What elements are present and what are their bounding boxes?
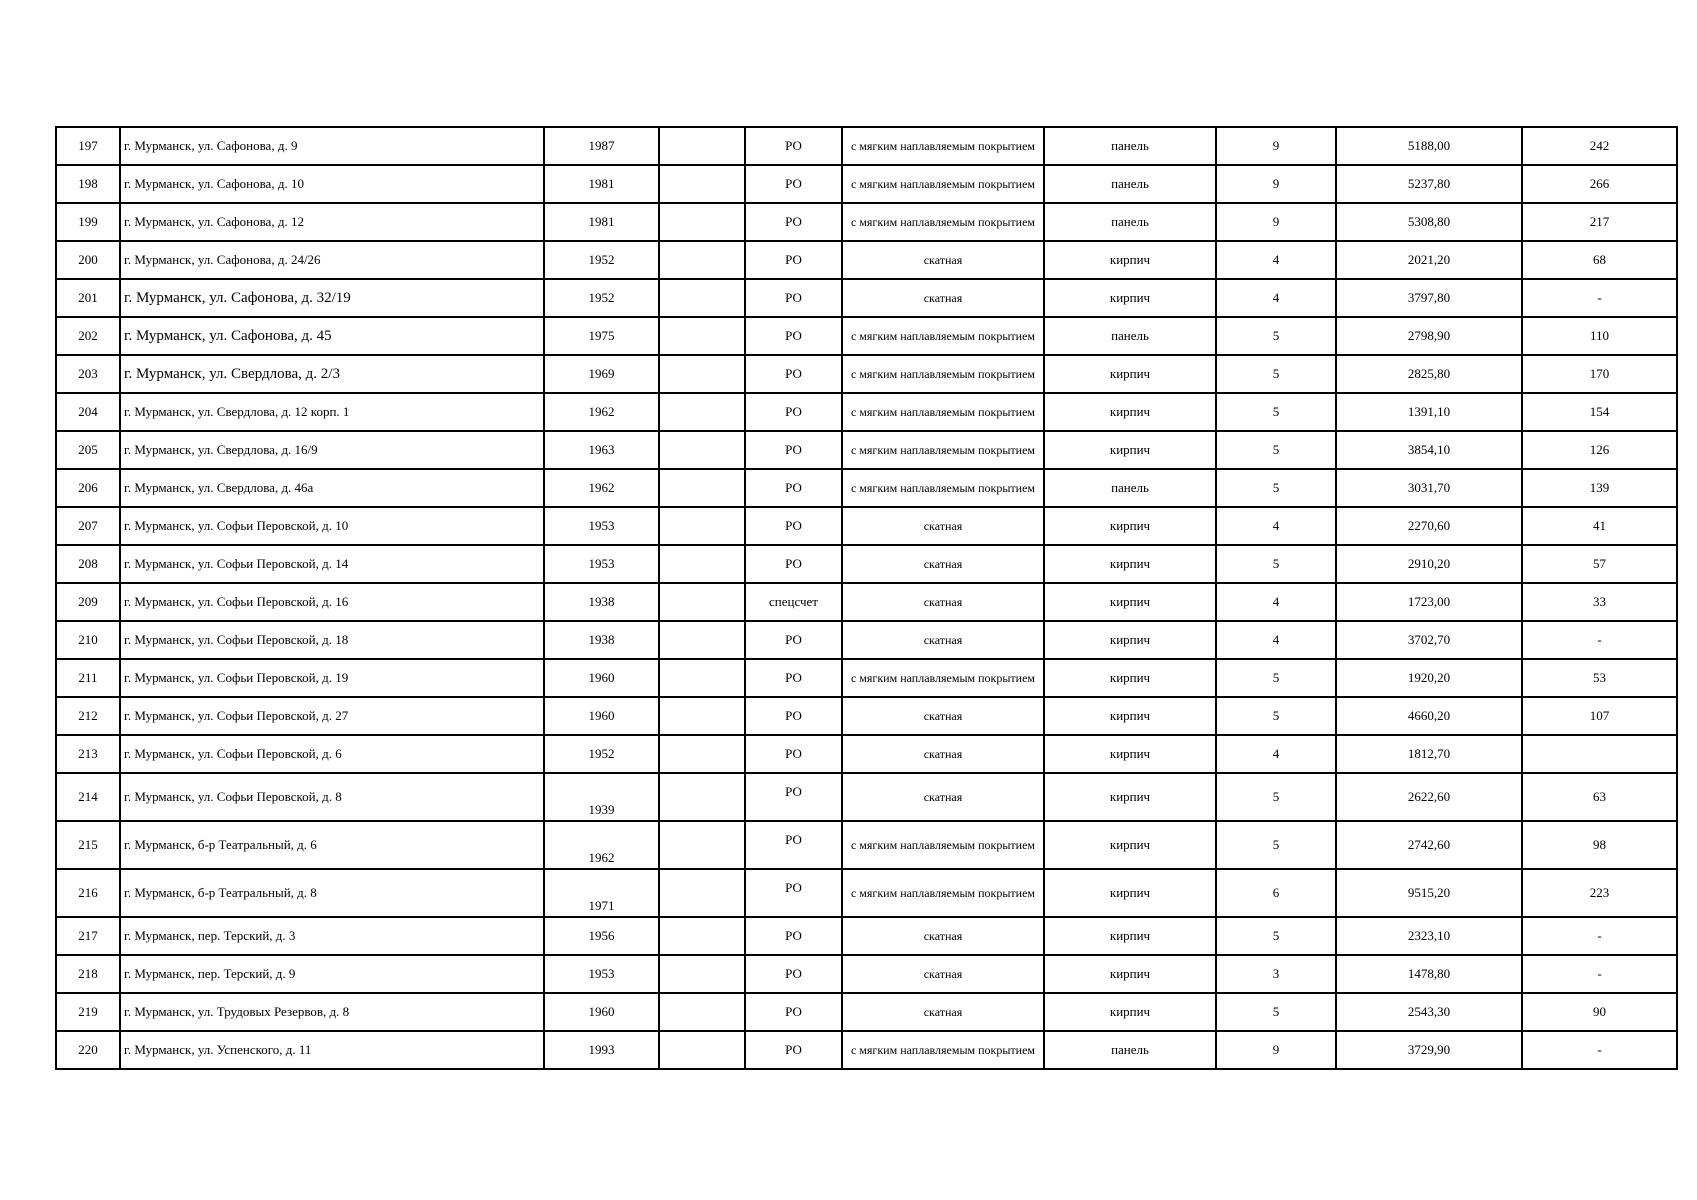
floors-cell: 5 — [1216, 917, 1336, 955]
year-cell: 1963 — [544, 431, 659, 469]
area-cell: 5188,00 — [1336, 127, 1522, 165]
address-cell: г. Мурманск, ул. Софьи Перовской, д. 27 — [120, 697, 544, 735]
row-number-cell: 211 — [56, 659, 120, 697]
residents-cell: 53 — [1522, 659, 1677, 697]
residents-cell: 170 — [1522, 355, 1677, 393]
residents-cell: 41 — [1522, 507, 1677, 545]
row-number-cell: 198 — [56, 165, 120, 203]
roof-type-cell: с мягким наплавляемым покрытием — [842, 127, 1044, 165]
floors-cell: 4 — [1216, 583, 1336, 621]
fund-method-cell: РО — [745, 279, 842, 317]
year-cell: 1953 — [544, 545, 659, 583]
empty-cell — [659, 431, 745, 469]
floors-cell: 5 — [1216, 821, 1336, 869]
wall-material-cell: панель — [1044, 127, 1216, 165]
area-cell: 3797,80 — [1336, 279, 1522, 317]
area-cell: 1812,70 — [1336, 735, 1522, 773]
roof-type-cell: с мягким наплавляемым покрытием — [842, 469, 1044, 507]
table-row — [56, 735, 1677, 773]
empty-cell — [659, 735, 745, 773]
year-cell: 1938 — [544, 621, 659, 659]
row-number-cell: 212 — [56, 697, 120, 735]
floors-cell: 5 — [1216, 469, 1336, 507]
year-cell: 1960 — [544, 697, 659, 735]
table-row — [56, 955, 1677, 993]
floors-cell: 5 — [1216, 355, 1336, 393]
roof-type-cell: скатная — [842, 697, 1044, 735]
residents-cell: 68 — [1522, 241, 1677, 279]
row-number-cell: 203 — [56, 355, 120, 393]
fund-method-cell: РО — [745, 165, 842, 203]
row-number-cell: 218 — [56, 955, 120, 993]
empty-cell — [659, 659, 745, 697]
roof-type-cell: скатная — [842, 993, 1044, 1031]
empty-cell — [659, 1031, 745, 1069]
table-row — [56, 659, 1677, 697]
year-cell: 1953 — [544, 507, 659, 545]
residents-cell — [1522, 735, 1677, 773]
area-cell: 2825,80 — [1336, 355, 1522, 393]
table-row — [56, 393, 1677, 431]
floors-cell: 5 — [1216, 993, 1336, 1031]
wall-material-cell: кирпич — [1044, 279, 1216, 317]
roof-type-cell: скатная — [842, 545, 1044, 583]
wall-material-cell: кирпич — [1044, 821, 1216, 869]
year-cell: 1952 — [544, 279, 659, 317]
empty-cell — [659, 773, 745, 821]
address-cell: г. Мурманск, б-р Театральный, д. 6 — [120, 821, 544, 869]
year-cell: 1981 — [544, 203, 659, 241]
table-row — [56, 869, 1677, 917]
row-number-cell: 202 — [56, 317, 120, 355]
address-cell: г. Мурманск, ул. Свердлова, д. 12 корп. 1 — [120, 393, 544, 431]
address-cell: г. Мурманск, ул. Свердлова, д. 2/3 — [120, 355, 544, 393]
fund-method-cell: РО — [745, 1031, 842, 1069]
residents-cell: 266 — [1522, 165, 1677, 203]
row-number-cell: 207 — [56, 507, 120, 545]
year-cell: 1962 — [544, 821, 659, 869]
fund-method-cell: РО — [745, 917, 842, 955]
floors-cell: 5 — [1216, 697, 1336, 735]
row-number-cell: 213 — [56, 735, 120, 773]
address-cell: г. Мурманск, ул. Сафонова, д. 12 — [120, 203, 544, 241]
roof-type-cell: скатная — [842, 955, 1044, 993]
residents-cell: 110 — [1522, 317, 1677, 355]
empty-cell — [659, 355, 745, 393]
empty-cell — [659, 507, 745, 545]
address-cell: г. Мурманск, ул. Трудовых Резервов, д. 8 — [120, 993, 544, 1031]
residents-cell: 107 — [1522, 697, 1677, 735]
wall-material-cell: кирпич — [1044, 955, 1216, 993]
wall-material-cell: кирпич — [1044, 431, 1216, 469]
row-number-cell: 210 — [56, 621, 120, 659]
residents-cell: 126 — [1522, 431, 1677, 469]
row-number-cell: 201 — [56, 279, 120, 317]
area-cell: 1391,10 — [1336, 393, 1522, 431]
area-cell: 3702,70 — [1336, 621, 1522, 659]
floors-cell: 4 — [1216, 735, 1336, 773]
residents-cell: 57 — [1522, 545, 1677, 583]
fund-method-cell: РО — [745, 469, 842, 507]
roof-type-cell: с мягким наплавляемым покрытием — [842, 431, 1044, 469]
table-row — [56, 355, 1677, 393]
roof-type-cell: с мягким наплавляемым покрытием — [842, 317, 1044, 355]
floors-cell: 4 — [1216, 507, 1336, 545]
address-cell: г. Мурманск, ул. Сафонова, д. 32/19 — [120, 279, 544, 317]
row-number-cell: 199 — [56, 203, 120, 241]
residents-cell: 217 — [1522, 203, 1677, 241]
floors-cell: 5 — [1216, 545, 1336, 583]
row-number-cell: 217 — [56, 917, 120, 955]
empty-cell — [659, 165, 745, 203]
year-cell: 1975 — [544, 317, 659, 355]
table-row — [56, 203, 1677, 241]
empty-cell — [659, 317, 745, 355]
fund-method-cell: РО — [745, 317, 842, 355]
table-row — [56, 317, 1677, 355]
fund-method-cell: РО — [745, 545, 842, 583]
address-cell: г. Мурманск, ул. Софьи Перовской, д. 6 — [120, 735, 544, 773]
floors-cell: 6 — [1216, 869, 1336, 917]
empty-cell — [659, 993, 745, 1031]
roof-type-cell: скатная — [842, 507, 1044, 545]
table-row — [56, 773, 1677, 821]
area-cell: 2323,10 — [1336, 917, 1522, 955]
residents-cell: 154 — [1522, 393, 1677, 431]
floors-cell: 5 — [1216, 431, 1336, 469]
area-cell: 2622,60 — [1336, 773, 1522, 821]
address-cell: г. Мурманск, ул. Софьи Перовской, д. 19 — [120, 659, 544, 697]
residents-cell: - — [1522, 1031, 1677, 1069]
fund-method-cell: РО — [745, 393, 842, 431]
year-cell: 1952 — [544, 241, 659, 279]
residents-cell: - — [1522, 279, 1677, 317]
area-cell: 1920,20 — [1336, 659, 1522, 697]
fund-method-cell: РО — [745, 621, 842, 659]
empty-cell — [659, 917, 745, 955]
fund-method-cell: РО — [745, 127, 842, 165]
address-cell: г. Мурманск, ул. Сафонова, д. 10 — [120, 165, 544, 203]
table-row — [56, 821, 1677, 869]
year-cell: 1953 — [544, 955, 659, 993]
table-row — [56, 583, 1677, 621]
roof-type-cell: скатная — [842, 241, 1044, 279]
year-cell: 1971 — [544, 869, 659, 917]
fund-method-cell: РО — [745, 993, 842, 1031]
row-number-cell: 214 — [56, 773, 120, 821]
wall-material-cell: панель — [1044, 203, 1216, 241]
table-row — [56, 431, 1677, 469]
floors-cell: 4 — [1216, 279, 1336, 317]
area-cell: 1723,00 — [1336, 583, 1522, 621]
roof-type-cell: с мягким наплавляемым покрытием — [842, 355, 1044, 393]
roof-type-cell: с мягким наплавляемым покрытием — [842, 869, 1044, 917]
empty-cell — [659, 621, 745, 659]
fund-method-cell: РО — [745, 821, 842, 869]
row-number-cell: 220 — [56, 1031, 120, 1069]
fund-method-cell: РО — [745, 869, 842, 917]
fund-method-cell: спецсчет — [745, 583, 842, 621]
row-number-cell: 216 — [56, 869, 120, 917]
empty-cell — [659, 241, 745, 279]
table-row — [56, 545, 1677, 583]
area-cell: 3729,90 — [1336, 1031, 1522, 1069]
empty-cell — [659, 203, 745, 241]
empty-cell — [659, 955, 745, 993]
roof-type-cell: с мягким наплавляемым покрытием — [842, 821, 1044, 869]
empty-cell — [659, 127, 745, 165]
year-cell: 1962 — [544, 469, 659, 507]
roof-type-cell: с мягким наплавляемым покрытием — [842, 659, 1044, 697]
address-cell: г. Мурманск, пер. Терский, д. 3 — [120, 917, 544, 955]
area-cell: 4660,20 — [1336, 697, 1522, 735]
year-cell: 1969 — [544, 355, 659, 393]
table-row — [56, 241, 1677, 279]
empty-cell — [659, 821, 745, 869]
row-number-cell: 204 — [56, 393, 120, 431]
fund-method-cell: РО — [745, 507, 842, 545]
residents-cell: - — [1522, 955, 1677, 993]
table-row — [56, 469, 1677, 507]
year-cell: 1939 — [544, 773, 659, 821]
wall-material-cell: кирпич — [1044, 393, 1216, 431]
residents-cell: - — [1522, 621, 1677, 659]
roof-type-cell: скатная — [842, 621, 1044, 659]
year-cell: 1960 — [544, 993, 659, 1031]
address-cell: г. Мурманск, ул. Свердлова, д. 46а — [120, 469, 544, 507]
residents-cell: 223 — [1522, 869, 1677, 917]
address-cell: г. Мурманск, ул. Софьи Перовской, д. 14 — [120, 545, 544, 583]
address-cell: г. Мурманск, ул. Софьи Перовской, д. 18 — [120, 621, 544, 659]
empty-cell — [659, 545, 745, 583]
floors-cell: 9 — [1216, 203, 1336, 241]
area-cell: 9515,20 — [1336, 869, 1522, 917]
empty-cell — [659, 869, 745, 917]
address-cell: г. Мурманск, ул. Софьи Перовской, д. 16 — [120, 583, 544, 621]
table-row — [56, 1031, 1677, 1069]
year-cell: 1962 — [544, 393, 659, 431]
wall-material-cell: кирпич — [1044, 735, 1216, 773]
area-cell: 2798,90 — [1336, 317, 1522, 355]
wall-material-cell: кирпич — [1044, 621, 1216, 659]
area-cell: 2910,20 — [1336, 545, 1522, 583]
fund-method-cell: РО — [745, 735, 842, 773]
table-row — [56, 165, 1677, 203]
address-cell: г. Мурманск, ул. Сафонова, д. 9 — [120, 127, 544, 165]
fund-method-cell: РО — [745, 659, 842, 697]
empty-cell — [659, 697, 745, 735]
wall-material-cell: панель — [1044, 1031, 1216, 1069]
empty-cell — [659, 279, 745, 317]
year-cell: 1993 — [544, 1031, 659, 1069]
row-number-cell: 208 — [56, 545, 120, 583]
year-cell: 1981 — [544, 165, 659, 203]
year-cell: 1987 — [544, 127, 659, 165]
wall-material-cell: кирпич — [1044, 993, 1216, 1031]
table-row — [56, 697, 1677, 735]
residents-cell: 63 — [1522, 773, 1677, 821]
floors-cell: 5 — [1216, 773, 1336, 821]
roof-type-cell: с мягким наплавляемым покрытием — [842, 203, 1044, 241]
residents-cell: 139 — [1522, 469, 1677, 507]
fund-method-cell: РО — [745, 355, 842, 393]
table-row — [56, 127, 1677, 165]
area-cell: 2270,60 — [1336, 507, 1522, 545]
wall-material-cell: кирпич — [1044, 583, 1216, 621]
table-row — [56, 917, 1677, 955]
wall-material-cell: кирпич — [1044, 545, 1216, 583]
address-cell: г. Мурманск, ул. Свердлова, д. 16/9 — [120, 431, 544, 469]
address-cell: г. Мурманск, пер. Терский, д. 9 — [120, 955, 544, 993]
row-number-cell: 215 — [56, 821, 120, 869]
area-cell: 2742,60 — [1336, 821, 1522, 869]
address-cell: г. Мурманск, ул. Успенского, д. 11 — [120, 1031, 544, 1069]
fund-method-cell: РО — [745, 241, 842, 279]
wall-material-cell: кирпич — [1044, 355, 1216, 393]
roof-type-cell: с мягким наплавляемым покрытием — [842, 165, 1044, 203]
floors-cell: 5 — [1216, 659, 1336, 697]
fund-method-cell: РО — [745, 955, 842, 993]
area-cell: 1478,80 — [1336, 955, 1522, 993]
residents-cell: - — [1522, 917, 1677, 955]
floors-cell: 4 — [1216, 241, 1336, 279]
roof-type-cell: скатная — [842, 773, 1044, 821]
floors-cell: 5 — [1216, 393, 1336, 431]
residents-cell: 90 — [1522, 993, 1677, 1031]
table-row — [56, 993, 1677, 1031]
area-cell: 3031,70 — [1336, 469, 1522, 507]
roof-type-cell: скатная — [842, 917, 1044, 955]
wall-material-cell: кирпич — [1044, 697, 1216, 735]
roof-type-cell: скатная — [842, 735, 1044, 773]
row-number-cell: 209 — [56, 583, 120, 621]
address-cell: г. Мурманск, ул. Софьи Перовской, д. 8 — [120, 773, 544, 821]
wall-material-cell: кирпич — [1044, 507, 1216, 545]
roof-type-cell: с мягким наплавляемым покрытием — [842, 393, 1044, 431]
roof-type-cell: скатная — [842, 583, 1044, 621]
empty-cell — [659, 583, 745, 621]
row-number-cell: 206 — [56, 469, 120, 507]
address-cell: г. Мурманск, ул. Сафонова, д. 45 — [120, 317, 544, 355]
wall-material-cell: панель — [1044, 317, 1216, 355]
table-row — [56, 507, 1677, 545]
year-cell: 1960 — [544, 659, 659, 697]
floors-cell: 9 — [1216, 127, 1336, 165]
row-number-cell: 219 — [56, 993, 120, 1031]
empty-cell — [659, 469, 745, 507]
residents-cell: 242 — [1522, 127, 1677, 165]
area-cell: 2543,30 — [1336, 993, 1522, 1031]
row-number-cell: 197 — [56, 127, 120, 165]
fund-method-cell: РО — [745, 203, 842, 241]
residents-cell: 98 — [1522, 821, 1677, 869]
wall-material-cell: кирпич — [1044, 659, 1216, 697]
address-cell: г. Мурманск, ул. Сафонова, д. 24/26 — [120, 241, 544, 279]
year-cell: 1952 — [544, 735, 659, 773]
residents-cell: 33 — [1522, 583, 1677, 621]
empty-cell — [659, 393, 745, 431]
wall-material-cell: панель — [1044, 469, 1216, 507]
housing-table — [55, 126, 1678, 1070]
wall-material-cell: кирпич — [1044, 869, 1216, 917]
floors-cell: 5 — [1216, 317, 1336, 355]
table-row — [56, 279, 1677, 317]
roof-type-cell: с мягким наплавляемым покрытием — [842, 1031, 1044, 1069]
floors-cell: 9 — [1216, 1031, 1336, 1069]
wall-material-cell: кирпич — [1044, 917, 1216, 955]
fund-method-cell: РО — [745, 773, 842, 821]
table-row — [56, 621, 1677, 659]
year-cell: 1956 — [544, 917, 659, 955]
fund-method-cell: РО — [745, 431, 842, 469]
fund-method-cell: РО — [745, 697, 842, 735]
wall-material-cell: кирпич — [1044, 241, 1216, 279]
wall-material-cell: кирпич — [1044, 773, 1216, 821]
roof-type-cell: скатная — [842, 279, 1044, 317]
area-cell: 5237,80 — [1336, 165, 1522, 203]
floors-cell: 4 — [1216, 621, 1336, 659]
table-body — [56, 127, 1677, 1069]
address-cell: г. Мурманск, ул. Софьи Перовской, д. 10 — [120, 507, 544, 545]
row-number-cell: 205 — [56, 431, 120, 469]
row-number-cell: 200 — [56, 241, 120, 279]
floors-cell: 9 — [1216, 165, 1336, 203]
address-cell: г. Мурманск, б-р Театральный, д. 8 — [120, 869, 544, 917]
area-cell: 5308,80 — [1336, 203, 1522, 241]
year-cell: 1938 — [544, 583, 659, 621]
wall-material-cell: панель — [1044, 165, 1216, 203]
floors-cell: 3 — [1216, 955, 1336, 993]
area-cell: 2021,20 — [1336, 241, 1522, 279]
area-cell: 3854,10 — [1336, 431, 1522, 469]
